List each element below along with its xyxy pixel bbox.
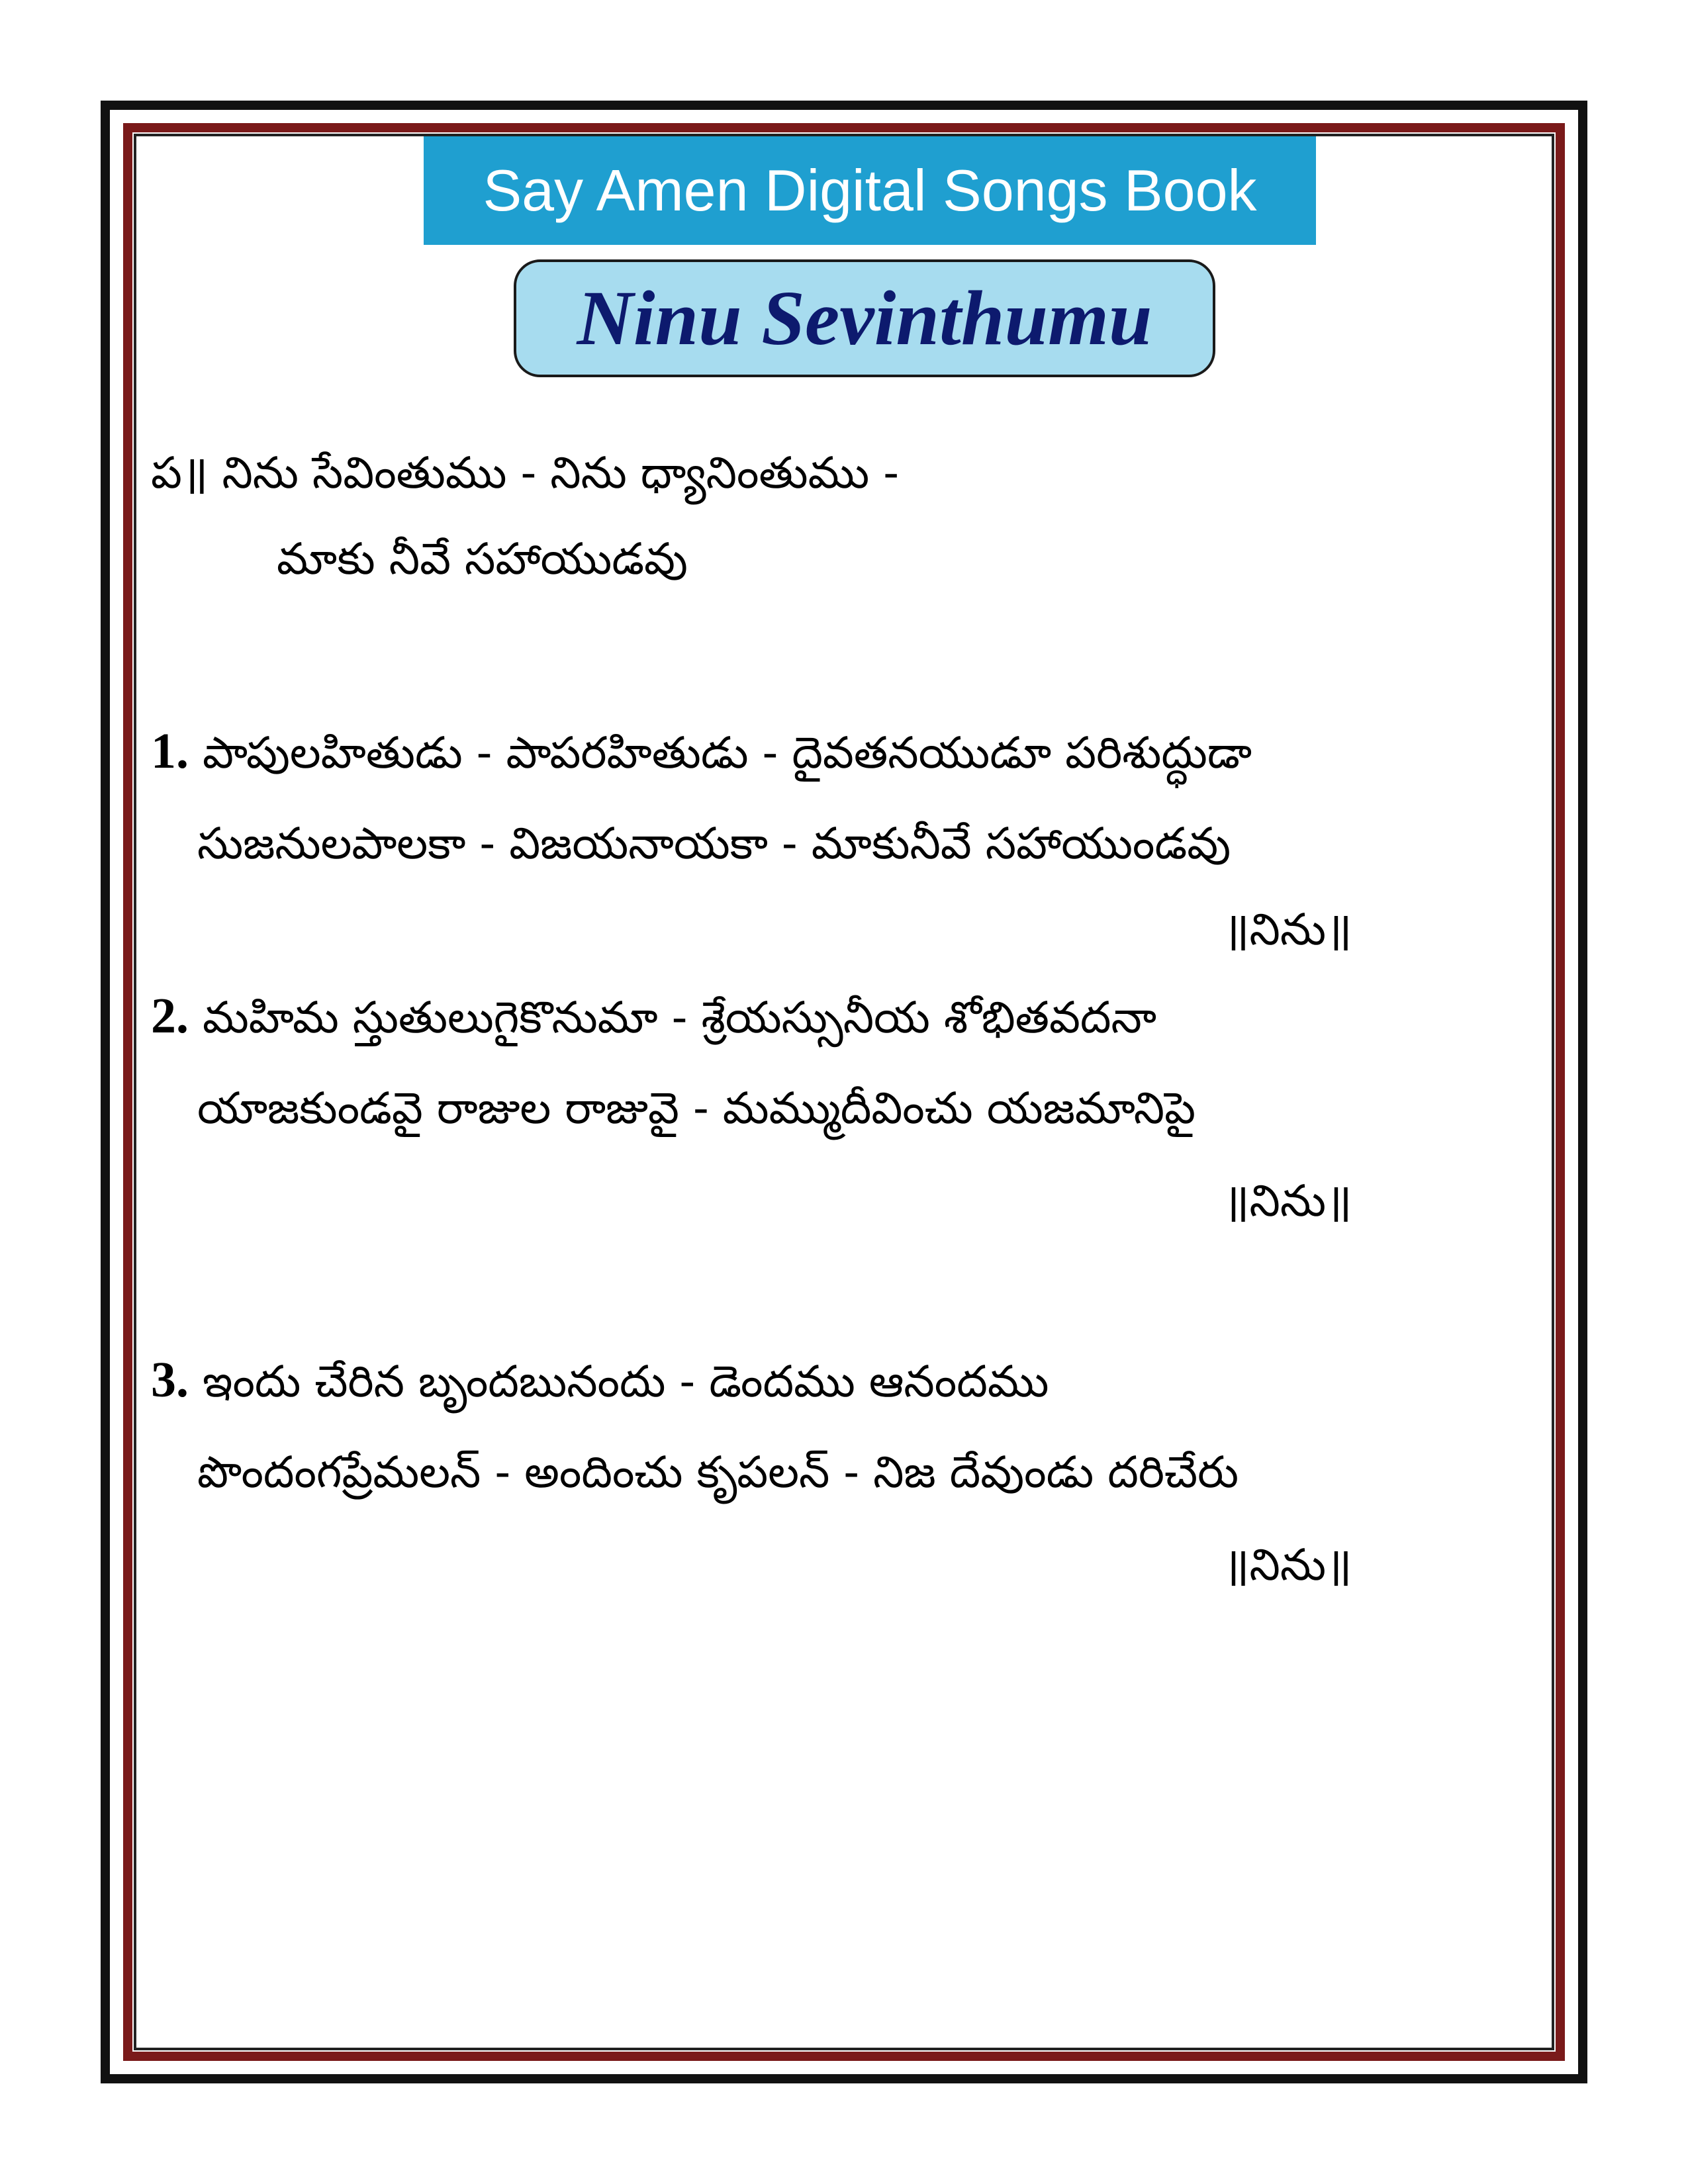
pallavi-line-1 [151,437,899,510]
verse-3-line-2: పొందంగప్రేమలన్ - అందించు కృపలన్ - నిజ దేవుండు దరిచేరు [197,1447,1239,1498]
verse-3-text-1: ఇందు చేరిన బృందబునందు - డెందము ఆనందము [202,1356,1049,1407]
verse-1-line-2: సుజనులపాలకా - విజయనాయకా - మాకునీవే సహాయుండవు [197,818,1231,869]
pallavi-text-1: నిను సేవింతుము - నిను ధ్యానింతుము - [222,447,900,498]
pallavi-label: ప॥ [151,447,209,498]
verse-2-refrain: ॥నిను॥ [1223,1175,1352,1226]
verse-3-number: 3. [151,1352,189,1408]
verse-2-number: 2. [151,988,189,1044]
verse-1-number: 1. [151,723,189,779]
verse-1-text-1: పాపులహితుడు - పాపరహితుడు - దైవతనయుడూ పరిశుద్ధుడా [202,727,1252,778]
songbook-banner: Say Amen Digital Songs Book [424,136,1316,245]
song-title: Ninu Sevinthumu [514,259,1215,377]
verse-1-line-1 [151,715,1252,788]
verse-3-line-1 [151,1343,1049,1416]
pallavi-line-2: మాకు నీవే సహాయుడవు [277,533,688,584]
verse-2-line-1 [151,979,1156,1052]
verse-3-refrain: ॥నిను॥ [1223,1539,1352,1590]
verse-2-text-1: మహిమ స్తుతులుగైకొనుమా - శ్రేయస్సునీయ శోభితవదనా [202,992,1157,1043]
verse-2-line-2: యాజకుండవై రాజుల రాజువై - మమ్ముదీవించు యజమానిపై [197,1083,1196,1134]
verse-1-refrain: ॥నిను॥ [1223,904,1352,955]
